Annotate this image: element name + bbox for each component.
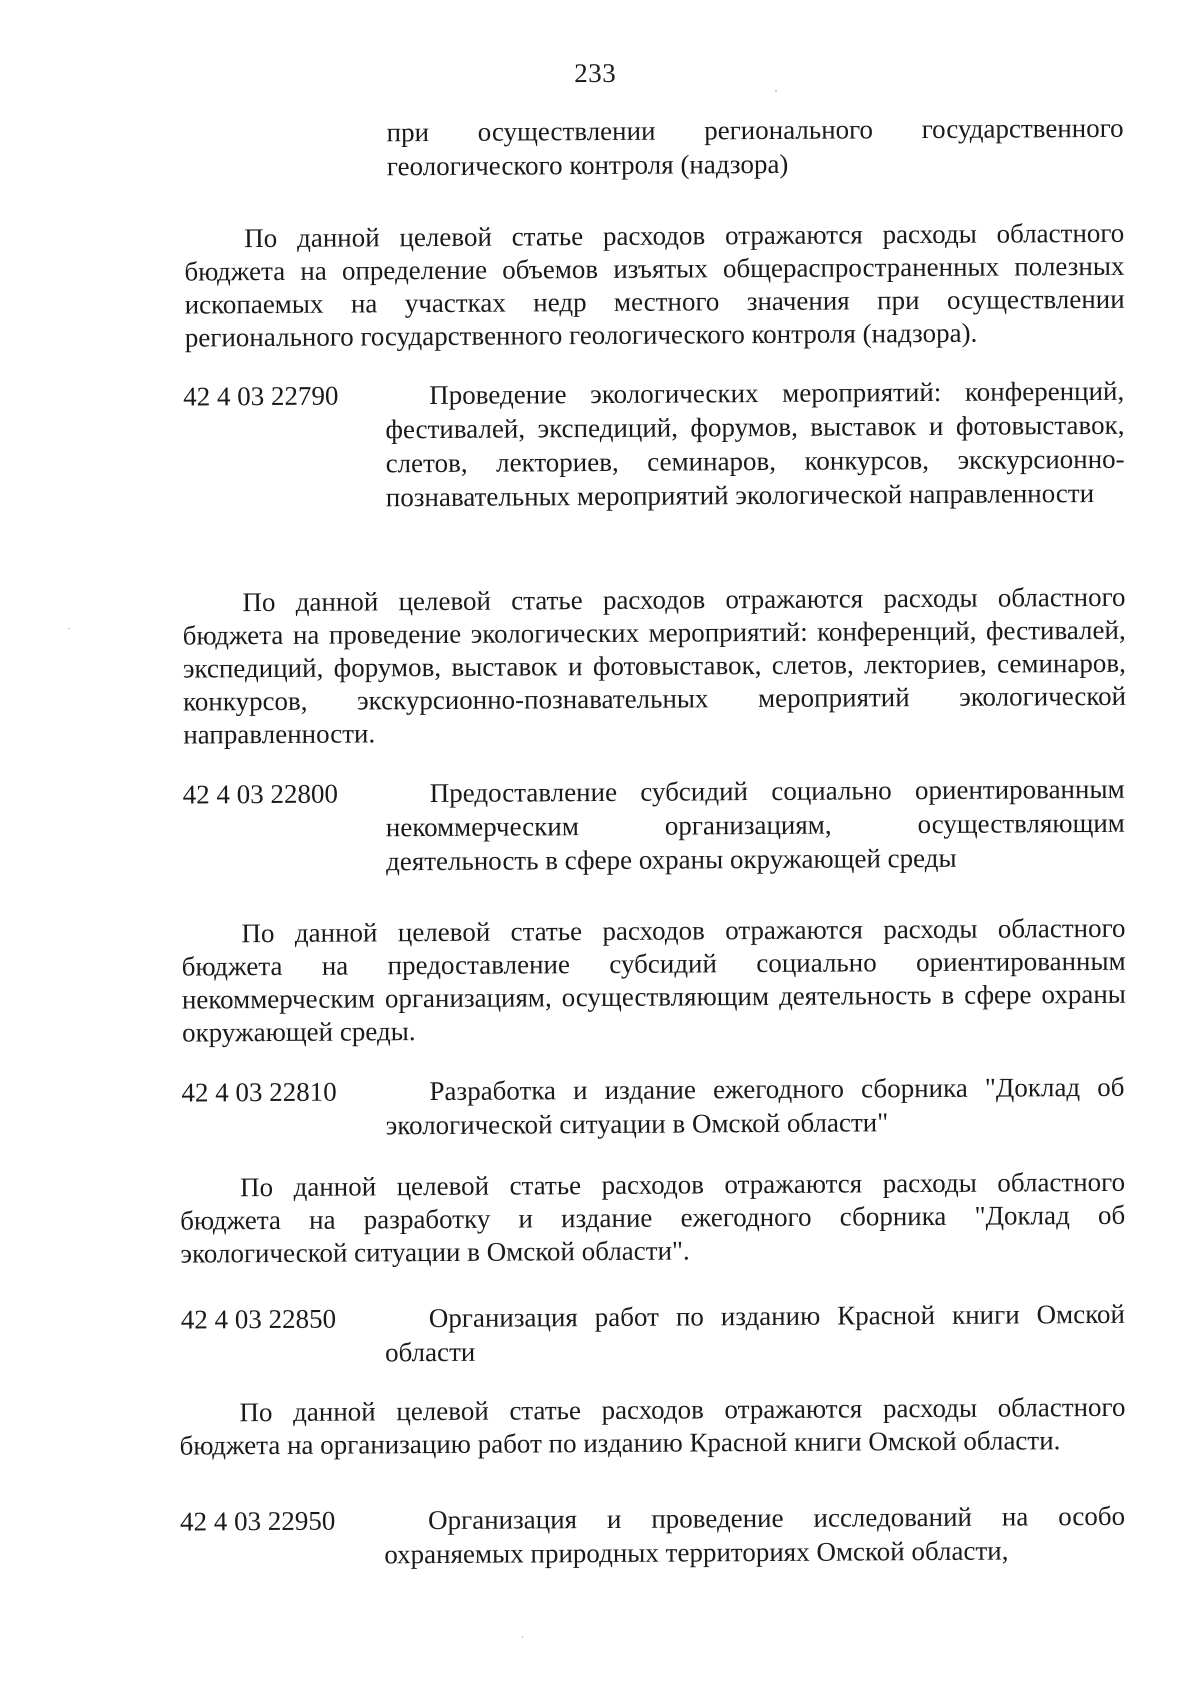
entry-title: Организация работ по изданию Красной книги Омской области: [384, 1298, 1125, 1368]
scan-speck: [522, 1636, 523, 1638]
entry-title: Организация и проведение исследований на особо охраняемых природных территориях Омской области,: [384, 1500, 1126, 1570]
entry-code: 42 4 03 22800: [182, 778, 338, 810]
entry-title: Предоставление субсидий социально ориентированным некоммерческим организациям, осуществляющим деятельность в сфере охраны окружающей среды: [385, 773, 1125, 877]
entry-code: 42 4 03 22950: [180, 1505, 336, 1537]
entry-code: 42 4 03 22810: [181, 1076, 337, 1108]
budget-entry: [0, 771, 1200, 1048]
entry-title: Проведение экологических мероприятий: конференций, фестивалей, экспедиций, форумов, выставок и фотовыставок, слетов, лекториев, семинаров, конкурсов, экскурсионно-познавательных мероприятий экологической направленности: [385, 375, 1125, 513]
budget-entry: [3, 1296, 1200, 1461]
scan-speck: [68, 628, 70, 629]
entry-description: По данной целевой статье расходов отражаются расходы областного бюджета на проведение экологических мероприятий: конференций, фестивалей, экспедиций, форумов, выставок и фотовыставок, слетов, лекториев, семинаров, конкурсов, экскурсионно-познавательных мероприятий экологической направленности.: [182, 581, 1127, 750]
budget-entry: [1, 1069, 1200, 1269]
entry-description: По данной целевой статье расходов отражаются расходы областного бюджета на предоставление субсидий социально ориентированным некоммерческим организациям, осуществляющим деятельность в сфере охраны окружающей среды.: [181, 912, 1126, 1048]
budget-entry: [0, 110, 1195, 353]
scan-speck: [775, 90, 777, 92]
entry-title: при осуществлении регионального государственного геологического контроля (надзора): [386, 112, 1124, 182]
entry-title: Разработка и издание ежегодного сборника "Доклад об экологической ситуации в Омской области": [385, 1071, 1125, 1141]
entry-code: 42 4 03 22790: [183, 380, 339, 412]
entry-code: 42 4 03 22850: [180, 1303, 337, 1335]
entry-description: По данной целевой статье расходов отражаются расходы областного бюджета на организацию работ по изданию Красной книги Омской области.: [179, 1391, 1126, 1461]
budget-entry: [0, 373, 1197, 750]
budget-entry: [4, 1498, 1200, 1570]
entry-description: По данной целевой статье расходов отражаются расходы областного бюджета на разработку и издание ежегодного сборника "Доклад об экологической ситуации в Омской области".: [180, 1166, 1126, 1269]
page-number: 233: [574, 57, 617, 89]
entry-description: По данной целевой статье расходов отражаются расходы областного бюджета на определение объемов изъятых общераспространенных полезных ископаемых на участках недр местного значения при осуществлении регионального государственного геологического контроля (надзора).: [184, 217, 1125, 353]
